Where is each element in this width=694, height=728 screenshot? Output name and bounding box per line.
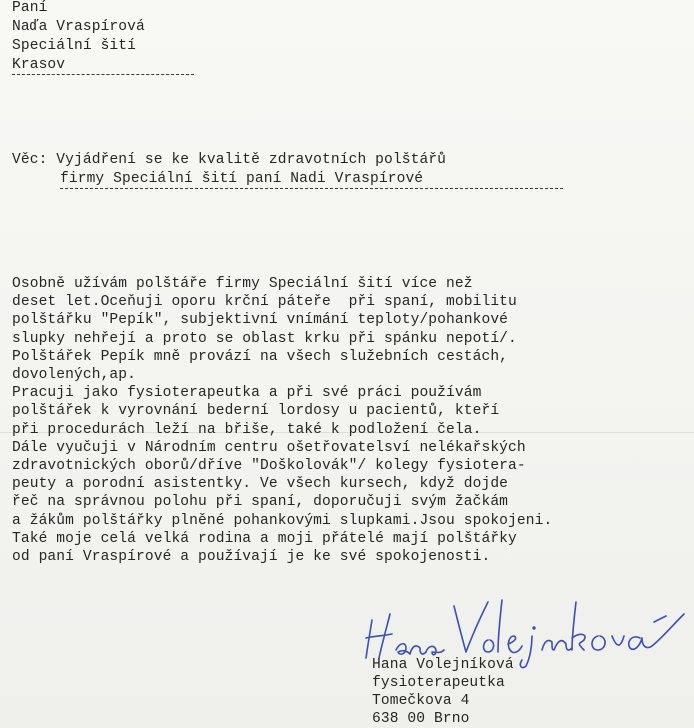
subject-line-1: [12, 152, 446, 168]
subject-text-1: Vyjádření se ke kvalitě zdravotních polštářů: [56, 152, 447, 168]
subject-line-2: [60, 171, 563, 189]
body-line: a žákům polštářky plněné pohankovými slupkami.Jsou spokojeni.: [12, 512, 553, 529]
body-line: polštářek k vyrovnání bederní lordosy u pacientů, kteří: [12, 403, 500, 420]
addressee-company: Speciální šití: [12, 38, 137, 54]
body-line: polštářku "Pepík", subjektivní vnímání teploty/pohankové: [12, 312, 509, 329]
addressee-city-text: Krasov: [12, 57, 194, 75]
addressee-line-1: Paní: [12, 0, 48, 16]
body-line: od paní Vraspírové a používají je ke své spokojenosti.: [12, 549, 491, 565]
body-line: peuty a porodní asistentky. Ve všech kursech, když dojde: [12, 476, 509, 493]
body-line: zdravotnických oborů/dříve "Doškolovák"/ kolegy fysiotera-: [12, 458, 526, 474]
body-line: při procedurách leží na břiše, také k podložení čela.: [12, 421, 482, 438]
addressee-city: [12, 57, 194, 75]
body-line: řeč na správnou polohu při spaní, doporučuji svým žačkám: [12, 494, 509, 511]
signature-name: Hana Volejníková: [372, 657, 514, 673]
signature-title: fysioterapeutka: [372, 675, 505, 691]
subject-label: Věc:: [12, 152, 48, 168]
body-line: Dále vyučuji v Národním centru ošetřovatelsví nelékařských: [12, 439, 526, 456]
body-line: Také moje celá velká rodina a moji přátelé mají polštářky: [12, 530, 517, 547]
signature-street: Tomečkova 4: [372, 693, 470, 709]
subject-text-2: firmy Speciální šití paní Nadi Vraspírové: [60, 171, 563, 189]
addressee-name: Naďa Vraspírová: [12, 19, 145, 35]
body-line: deset let.Oceňuji oporu krční páteře při spaní, mobilitu: [12, 294, 517, 311]
body-line: Osobně užívám polštáře firmy Speciální šití více než: [12, 276, 473, 292]
body-line: slupky nehřejí a proto se oblast krku při spánku nepotí/.: [12, 330, 517, 347]
body-line: dovolených,ap.: [12, 367, 137, 383]
signature-city: 638 00 Brno: [372, 711, 470, 727]
body-line: Polštářek Pepík mně provází na všech služebních cestách,: [12, 348, 509, 365]
body-line: Pracuji jako fysioterapeutka a při své práci používám: [12, 385, 482, 402]
